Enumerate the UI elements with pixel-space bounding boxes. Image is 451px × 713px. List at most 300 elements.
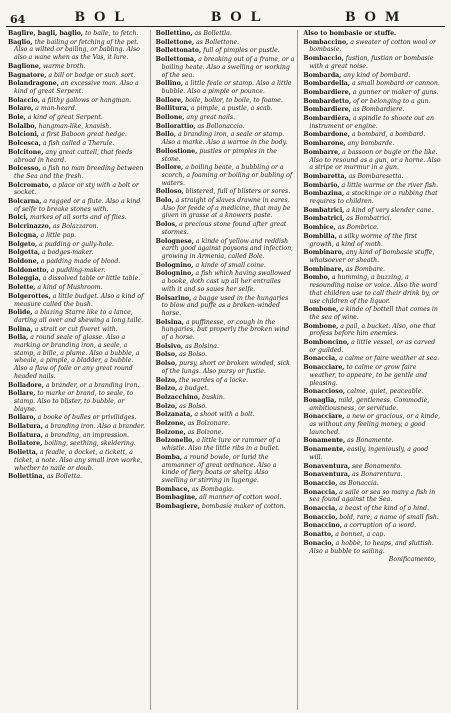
entry-definition: a branding, an impression. — [44, 431, 129, 439]
entry-headword: Bonaccioso, — [303, 388, 345, 396]
dictionary-entry — [156, 105, 295, 113]
entry-headword: Bollore, — [155, 164, 184, 172]
entry-headword: Bollo, — [155, 131, 177, 139]
entry-definition: a silky worme of the first growth, a kind of moth. — [309, 232, 418, 248]
entry-headword: Bolzone, — [155, 420, 186, 428]
dictionary-entry — [8, 149, 147, 164]
entry-headword: Baglione, — [8, 62, 41, 70]
dictionary-entry — [8, 249, 147, 257]
dictionary-entry — [303, 540, 442, 555]
entry-definition: pustles or pimples in the stone. — [161, 147, 277, 163]
dictionary-entry — [8, 97, 147, 105]
entry-definition: a fish which having swallowed a hooke, doth cast up all her entrailes with it and so saues her selfe. — [161, 270, 291, 293]
dictionary-entry — [303, 522, 442, 530]
dictionary-entry — [8, 423, 147, 431]
dictionary-entry — [8, 198, 147, 213]
entry-definition: a little warme or the river fish. — [341, 181, 439, 189]
entry-headword: Bolognino, — [155, 261, 194, 269]
entry-headword: Bolcarna, — [8, 198, 42, 206]
dictionary-entry — [303, 397, 442, 412]
entry-definition: see Bonamento. — [352, 462, 402, 470]
entry-headword: Baglio, — [8, 38, 33, 46]
dictionary-entry — [303, 514, 442, 522]
dictionary-entry — [303, 190, 442, 205]
entry-definition: a little vessel, or as carved or guilded. — [309, 339, 436, 354]
dictionary-entry — [303, 173, 442, 181]
dictionary-entry — [303, 233, 442, 248]
dictionary-entry — [303, 463, 442, 471]
entry-definition: a pail, a bucket. Also, one that profess before him enemies. — [309, 322, 436, 338]
dictionary-entry — [156, 377, 295, 385]
dictionary-entry — [8, 432, 147, 440]
entry-definition: a booke of bulles or privilidges. — [37, 414, 137, 422]
entry-definition: the wardes of a locke. — [179, 376, 249, 384]
entry-headword: Bonaccia, — [303, 505, 338, 513]
entry-headword: Bolaro, — [8, 105, 34, 113]
running-headword: BOL — [74, 9, 134, 25]
entry-headword: Bonaventura, — [303, 471, 351, 479]
dictionary-entry — [156, 343, 295, 351]
dictionary-entry — [303, 106, 442, 114]
dictionary-entry — [303, 140, 442, 148]
entry-definition: a corruption of a word. — [343, 522, 417, 530]
entry-definition: any kind of bombard. — [343, 71, 411, 79]
dictionary-entry — [8, 80, 147, 95]
entry-definition: a man-heard. — [35, 105, 77, 113]
dictionary-entry — [303, 266, 442, 274]
entry-definition: any great cattell, that feeds abroad in heard. — [14, 148, 133, 164]
dictionary-entry — [8, 449, 147, 472]
entry-definition: a bill or bodge or such sort. — [48, 71, 136, 79]
entry-headword: Bonaglia, — [303, 396, 337, 404]
entry-headword: Boleggia, — [8, 275, 41, 283]
dictionary-entry — [156, 319, 295, 342]
entry-column — [154, 30, 299, 710]
entry-headword: Bonaccio, — [303, 479, 338, 487]
entry-definition: all manner of cotton wool. — [199, 494, 282, 502]
dictionary-entry — [156, 385, 295, 393]
entry-definition: a dissolved table or little table. — [42, 275, 141, 283]
dictionary-entry — [303, 30, 442, 38]
entry-definition: a hobbe, to heaps, and sluttish. Also a bubble to sailing. — [309, 539, 434, 555]
entry-definition: a calme or faire weather at sea. — [339, 355, 440, 363]
dictionary-entry — [156, 56, 295, 79]
entry-definition: to baile, to fetch. — [85, 30, 139, 37]
entry-definition: a straight of slaves drawne in eares. Also for feede of a medicine, that may be given in grasse at a knowers paste. — [161, 197, 291, 220]
entry-definition: a little lure or rammer of a whistle. Also the little ribs in a bullet. — [161, 437, 281, 453]
entry-headword: Bollettino, — [155, 30, 193, 37]
entry-headword: Bonatto, — [303, 531, 334, 539]
dictionary-entry — [156, 80, 295, 95]
entry-headword: Bolzone, — [155, 428, 186, 436]
entry-headword: Bolette, — [8, 284, 36, 292]
entry-definition: as Bombrice. — [337, 224, 379, 232]
entry-headword: Bombo, — [303, 274, 330, 282]
dictionary-entry — [156, 503, 295, 511]
entry-definition: a bodges-maker. — [42, 249, 94, 257]
entry-headword: Boldone, — [8, 257, 39, 265]
dictionary-entry — [156, 131, 295, 146]
entry-headword: Bollettone, — [155, 38, 195, 46]
dictionary-entry — [8, 473, 147, 481]
entry-definition: as Bolso. — [179, 402, 207, 410]
dictionary-entry — [8, 72, 147, 80]
entry-definition: any great nails. — [186, 114, 236, 122]
dictionary-entry — [156, 351, 295, 359]
entry-definition: a bonnet, a cap. — [335, 531, 386, 539]
entry-definition: a kind of very slender cane. — [346, 206, 434, 214]
entry-headword: Bolgeto, — [8, 240, 38, 248]
entry-headword: Bagnatore, — [8, 71, 47, 79]
dictionary-entry — [303, 413, 442, 436]
dictionary-entry — [156, 394, 295, 402]
entry-definition: warme broth. — [42, 62, 86, 70]
dictionary-entry — [8, 390, 147, 413]
entry-definition: a strait or cut fiveret with. — [34, 325, 118, 333]
entry-headword: Bombarda, — [303, 71, 342, 79]
entry-definition: a feadle, a docket, a tickett, a ticket, a note. Also any small iron worke, whether to naile or doub. — [14, 449, 143, 472]
entry-definition: as Bolso. — [179, 351, 207, 359]
entry-definition: the bailing or fetching of the pet. Also a wilted or bailing, or babling. Also also a wane when as the Vas, it lure. — [14, 38, 140, 62]
running-headword: BOM — [345, 9, 409, 25]
entry-definition: to marke or brand, to seale, to stamp. Also to blister, to bubble, or blayne. — [14, 390, 134, 413]
entry-headword: Bonaccino, — [303, 522, 342, 530]
entry-definition: blistered, full of blisters or sores. — [185, 188, 291, 196]
entry-definition: buskin. — [202, 393, 225, 401]
entry-headword: Bombaccio, — [303, 55, 344, 63]
entry-headword: Bolzo, — [155, 402, 178, 410]
entry-definition: a fish no man breeding between the Sea and the fresh. — [14, 165, 144, 180]
entry-definition: boiling, seething, skeldering. — [44, 440, 136, 448]
dictionary-entry — [8, 105, 147, 113]
entry-definition: a budget. — [179, 385, 209, 393]
entry-definition: a little feale or stamp. Also a little bubble. Also a pimple or pounce. — [161, 80, 292, 95]
entry-definition: a precious stone found after great stormes. — [161, 221, 287, 236]
entry-headword: Bonacciare, — [303, 413, 345, 421]
dictionary-entry — [8, 275, 147, 283]
entry-headword: Bombinare, — [303, 265, 344, 273]
dictionary-entry — [303, 480, 442, 488]
dictionary-entry — [303, 39, 442, 54]
dictionary-entry — [156, 197, 295, 220]
entry-definition: a little budget. Also a kind of measure called the bush. — [14, 292, 144, 308]
entry-headword: Bolcitone, — [8, 148, 44, 156]
entry-definition: any bombarde. — [347, 140, 395, 148]
entry-headword: Bollatura, — [8, 423, 43, 431]
entry-definition: bombasie maker of cotton. — [201, 503, 286, 511]
entry-definition: a kinde of yellow and reddish earth good against poysons and infection, growing in Armenia, called Bole. — [161, 237, 294, 260]
dictionary-entry — [8, 232, 147, 240]
entry-headword: Bombatrici, — [303, 206, 345, 214]
entry-headword: Bombagiere, — [155, 503, 200, 511]
dictionary-entry — [303, 98, 442, 106]
entry-headword: Bombice, — [303, 224, 336, 232]
entry-headword: Bollore, — [155, 96, 184, 104]
entry-definition: as Bonarentura. — [352, 471, 403, 479]
entry-headword: Bombardièra, — [303, 115, 351, 123]
entry-headword: Bolide, — [8, 309, 33, 317]
entry-headword: Bonamente, — [303, 437, 346, 445]
entry-headword: Bonaccia, — [303, 355, 338, 363]
dictionary-entry — [156, 486, 295, 494]
entry-definition: a ragged or a flute. Also a kind of selfe to breake stones with. — [14, 198, 141, 213]
entry-definition: a pimple, a pustle, a scab. — [190, 105, 273, 113]
entry-definition: a beast of the kind of a hind. — [339, 505, 430, 513]
dictionary-entry — [156, 97, 295, 105]
entry-headword: Bolognino, — [155, 270, 194, 278]
dictionary-entry — [303, 437, 442, 445]
entry-definition: a sweater of cotton wool or bombasie. — [309, 38, 436, 54]
dictionary-entry — [8, 284, 147, 292]
entry-headword: Bolaccio, — [8, 96, 40, 104]
dictionary-entry — [303, 446, 442, 461]
entry-headword: Bollettoma, — [155, 56, 197, 64]
dictionary-entry — [303, 489, 442, 504]
entry-definition: a branding iron, a seale or stamp. Also a marke. Also a warme in the body. — [161, 131, 288, 147]
entry-headword: Bolcioni, — [8, 131, 39, 139]
dictionary-entry — [8, 326, 147, 334]
entry-headword: Bolcesca, — [8, 140, 41, 148]
entry-headword: Bolzacchino, — [155, 393, 201, 401]
dictionary-entry — [156, 429, 295, 437]
dictionary-entry — [303, 364, 442, 387]
entry-headword: Bollatore, — [8, 440, 43, 448]
entry-definition: a bagge used in the hungaries to blow and puffe as a broken-winded horse. — [161, 294, 289, 317]
dictionary-entry — [8, 182, 147, 197]
dictionary-entry — [8, 258, 147, 266]
entry-headword: Bole, — [8, 114, 26, 122]
entry-definition: mild, gentleness. Commodie, ambitiousness, or servitude. — [309, 396, 430, 412]
dictionary-entry — [8, 440, 147, 448]
entry-headword: Bolgerottes, — [8, 292, 51, 300]
entry-headword: Bolzo, — [155, 385, 178, 393]
entry-definition: a first Baboon great hedge. — [40, 131, 127, 139]
entry-headword: Bolzonello, — [155, 437, 195, 445]
entry-headword: Bollino, — [155, 80, 183, 88]
entry-headword: Bolladore, — [8, 381, 44, 389]
entry-definition: as Bolsina. — [185, 342, 219, 350]
entry-headword: Bombaccino, — [303, 38, 349, 46]
dictionary-entry — [303, 89, 442, 97]
entry-headword: Bolzanata, — [155, 411, 193, 419]
entry-column — [301, 30, 445, 710]
entry-definition: of or belonging to a gun. — [353, 97, 431, 105]
entry-headword: Bolla, — [8, 334, 29, 342]
entry-headword: Bombardetto, — [303, 97, 352, 105]
entry-headword: Bombardiere, — [303, 88, 351, 96]
dictionary-entry — [303, 115, 442, 130]
dictionary-entry — [303, 149, 442, 172]
entry-headword: Bolina, — [8, 325, 33, 333]
entry-headword: Bolalbo, — [8, 122, 37, 130]
entry-definition: a pudding-maker. — [50, 266, 106, 274]
entry-definition: as Bombare. — [345, 265, 385, 273]
entry-definition: as Bolzonare. — [187, 420, 230, 428]
entry-definition: a round seale of glasse. Also a marking or branding iron, a seale, a stamp, a bille, a plume. Also a bubble, a wheale, a pimple, a bladder, a bubble. Also a flaw of foile or any great round headed nails. — [14, 334, 140, 380]
entry-headword: Bombone, — [303, 322, 339, 330]
entry-headword: Bollettonato, — [155, 47, 202, 55]
entry-headword: Bollitura, — [155, 105, 189, 113]
entry-definition: as Bolzone. — [187, 428, 224, 436]
dictionary-entry — [156, 148, 295, 163]
entry-definition: as Bolletta. — [46, 473, 83, 481]
entry-headword: Bolsina, — [155, 318, 184, 326]
entry-definition: a filthy gallows or hangman. — [41, 96, 132, 104]
entry-headword: Bolsivo, — [155, 342, 184, 350]
entry-headword: Bonaventura, — [303, 462, 351, 470]
entry-definition: easily, ingeniously, a good will. — [309, 446, 429, 461]
entry-headword: Bollare, — [8, 390, 36, 398]
dictionary-entry — [8, 63, 147, 71]
dictionary-entry — [303, 306, 442, 321]
dictionary-entry — [8, 414, 147, 422]
entry-definition: a blazing Starre like to a lance, darting all over and shewing a long taile. — [14, 309, 144, 324]
entry-definition: full of pimples or pustle. — [203, 47, 280, 55]
dictionary-entry — [303, 388, 442, 396]
entry-headword: Bolcesso, — [8, 165, 41, 173]
entry-definition: as Bombardiere. — [352, 106, 405, 114]
dictionary-entry — [303, 339, 442, 354]
dictionary-entry — [303, 471, 442, 479]
entry-headword: Also to bombasie or stuffe. — [303, 30, 397, 37]
catchword: Bonificamento, — [388, 556, 437, 564]
dictionary-entry — [303, 355, 442, 363]
entry-definition: a brander, or a branding iron. — [45, 381, 140, 389]
entry-definition: hangman-like, knavish. — [38, 122, 112, 130]
dictionary-entry — [303, 207, 442, 215]
entry-definition: a kind of Mushroom. — [37, 284, 103, 292]
entry-definition: as Bonamente. — [347, 437, 394, 445]
entry-headword: Baglire, bagli, baglio, — [8, 30, 84, 37]
entry-definition: a padding made of blood. — [40, 257, 121, 265]
dictionary-entry — [8, 223, 147, 231]
entry-definition: as Bollonaccio. — [197, 122, 245, 130]
entry-definition: a new or gracious, or a kinde, as without any feeling money, a good launched. — [309, 413, 441, 436]
dictionary-entry — [156, 39, 295, 47]
dictionary-entry — [8, 382, 147, 390]
entry-definition: a pudding or gully-hole. — [39, 240, 114, 248]
entry-definition: a boiling beate, a bubbling or a scorch, a foaming or boiling or bubling of waters. — [161, 164, 293, 187]
page-header — [6, 4, 445, 27]
entry-definition: a bombard, a bombard. — [351, 131, 426, 139]
dictionary-entry — [156, 437, 295, 452]
dictionary-entry — [8, 30, 147, 38]
entry-headword: Bolcgna, — [8, 231, 39, 239]
entry-definition: a spindle to shoote out an instrument or engine. — [309, 115, 434, 130]
page-number: 64 — [10, 13, 26, 26]
entry-definition: as Bolazzaron. — [52, 223, 99, 231]
entry-definition: a humming, a buzzing, a resounding noise or voice. Also the word that children use to call their drink by, or use children of the liquor. — [309, 274, 439, 305]
dictionary-entry — [8, 114, 147, 122]
entry-headword: Bolzo, — [155, 376, 178, 384]
entry-definition: a kinde of bottell that comes in the sea of wine. — [309, 306, 438, 321]
dictionary-entry — [156, 47, 295, 55]
entry-columns — [6, 30, 445, 710]
entry-definition: a breaking out of a frame, or a boiling heate. Also a swelling or working of the sea. — [161, 56, 295, 79]
entry-definition: a saile or sea so many a fish in sea found against the Sea. — [309, 488, 436, 504]
entry-definition: a gunner or maker of guns. — [352, 88, 439, 96]
entry-headword: Bolso, — [155, 351, 178, 359]
entry-headword: Bolcrinazzo, — [8, 223, 51, 231]
entry-definition: an excessive man. Also a kind of great Serpent. — [14, 80, 139, 95]
entry-headword: Boldonetto, — [8, 266, 49, 274]
dictionary-entry — [303, 80, 442, 88]
entry-headword: Bollorattio, — [155, 122, 196, 130]
dictionary-entry — [8, 123, 147, 131]
entry-column — [6, 30, 151, 710]
dictionary-entry — [303, 531, 442, 539]
entry-headword: Bolletta, — [8, 449, 38, 457]
dictionary-entry — [303, 131, 442, 139]
dictionary-entry — [156, 30, 295, 38]
entry-headword: Bonaccia, — [303, 488, 338, 496]
entry-definition: a place or sty with a bolt or socket. — [14, 181, 139, 197]
entry-definition: boile, bollor, to boile, to foame. — [185, 96, 283, 104]
dictionary-entry — [303, 182, 442, 190]
entry-definition: a fish called a Therule. — [42, 140, 115, 148]
entry-definition: a branding iron. Also a brander. — [44, 423, 145, 431]
dictionary-entry — [303, 323, 442, 338]
entry-headword: Bolci, — [8, 214, 28, 222]
entry-definition: pursy, short or broken winded, sick of the lungs. Also pursy or fustie. — [161, 360, 290, 375]
entry-headword: Bombone, — [303, 306, 339, 314]
dictionary-entry — [156, 295, 295, 318]
entry-definition: as Bombagia. — [191, 485, 234, 493]
dictionary-entry — [8, 131, 147, 139]
entry-headword: Bolos, — [155, 221, 178, 229]
dictionary-entry — [156, 114, 295, 122]
entry-headword: Bolcromato, — [8, 181, 51, 189]
entry-headword: Bonacio, — [303, 539, 334, 547]
entry-definition: as Bombatrici. — [346, 215, 392, 223]
entry-definition: a kinde of small coine. — [195, 261, 266, 269]
entry-definition: as Bollettone. — [196, 38, 240, 46]
dictionary-entry — [8, 214, 147, 222]
entry-headword: Bonacciare, — [303, 364, 345, 372]
dictionary-entry — [8, 241, 147, 249]
entry-headword: Bolsarino, — [155, 294, 192, 302]
entry-headword: Bombardone, — [303, 131, 350, 139]
entry-headword: Bonamente, — [303, 446, 346, 454]
entry-headword: Bombaretta, — [303, 172, 347, 180]
dictionary-entry — [303, 505, 442, 513]
dictionary-entry — [156, 188, 295, 196]
entry-headword: Bombazina, — [303, 190, 345, 198]
dictionary-entry — [156, 403, 295, 411]
entry-headword: Bombardiere, — [303, 106, 351, 114]
dictionary-entry — [303, 55, 442, 70]
entry-definition: to calme or grow faire weather, to appeare, to be gentle and pleasing. — [309, 364, 428, 387]
entry-definition: markes of all sorts and of flies. — [29, 214, 127, 222]
dictionary-entry — [156, 123, 295, 131]
dictionary-entry — [8, 293, 147, 308]
entry-headword: Bolognese, — [155, 237, 194, 245]
dictionary-entry — [156, 494, 295, 502]
dictionary-entry — [303, 249, 442, 264]
dictionary-entry — [156, 262, 295, 270]
entry-definition: calme, quiet, peaceable. — [346, 388, 424, 396]
dictionary-entry — [156, 411, 295, 419]
dictionary-entry — [156, 270, 295, 293]
dictionary-entry — [156, 454, 295, 485]
dictionary-entry — [8, 309, 147, 324]
entry-definition: fustian, fustian or bombasie with a great noise. — [309, 55, 434, 70]
entry-headword: Bombarone, — [303, 140, 346, 148]
dictionary-entry — [8, 140, 147, 148]
entry-definition: a shoot with a bolt. — [194, 411, 255, 419]
dictionary-entry — [156, 238, 295, 261]
dictionary-entry — [156, 360, 295, 375]
